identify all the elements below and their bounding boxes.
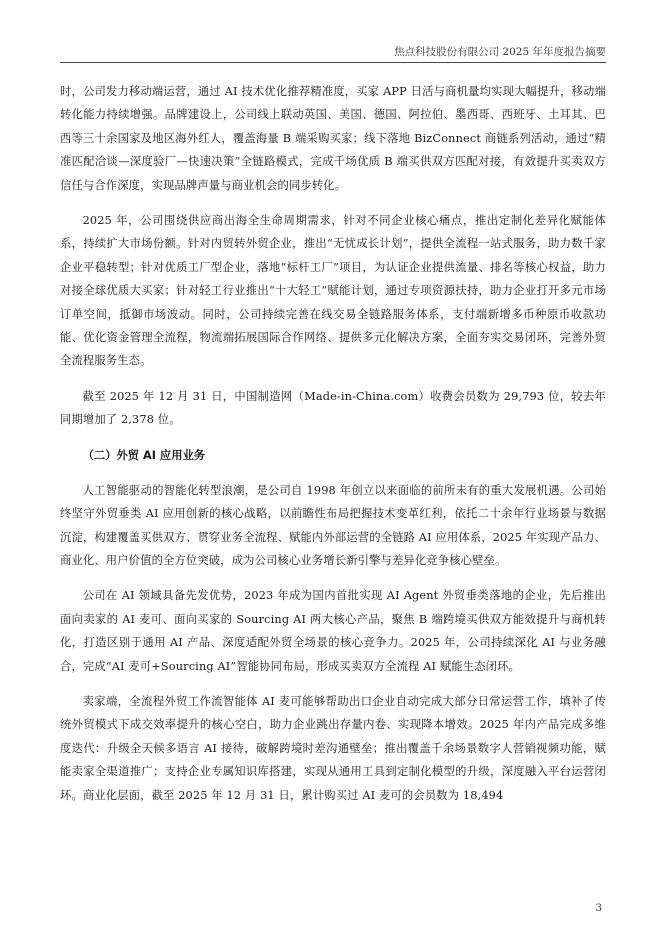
paragraph-supplier-empowerment: 2025 年，公司围绕供应商出海全生命周期需求，针对不同企业核心痛点，推出定制化差异化赋能体系，持续扩大市场份额。针对内贸转外贸企业，推出“无忧成长计划”，提供全流程一站式服务，助力数千家企业平稳转型；针对优质工厂型企业，落地“标杆工厂”项目，为认证企业提供流量、排名等核心权益，助力对接全球优质大买家；针对轻工行业推出“十大轻工”赋能计划，通过专项资源扶持，助力企业打开多元市场订单空间，抵御市场波动。同时，公司持续完善在线交易全链路服务体系，支付端新增多币种原币收款功能、优化资金管理全流程，物流端拓展国际合作网络、提供多元化解决方案，全面夯实交易闭环，完善外贸全流程服务生态。 [60, 214, 606, 368]
header-divider [60, 62, 606, 63]
paragraph-continued: 时，公司发力移动端运营，通过 AI 技术优化推荐精准度，买家 APP 日活与商机量均实现大幅提升，移动端转化能力持续增强。品牌建设上，公司线上联动英国、美国、德国、阿拉伯、墨西哥、西班牙、土耳其、巴西等三十余国家及地区海外红人，覆盖海量 B 端采购买家；线下落地 BizConnect 商链系列活动，通过“精准匹配洽谈—深度验厂—快速决策”全链路模式，完成千场优质 B 端买供双方匹配对接，有效提升买卖双方信任与合作深度，实现品牌声量与商业机会的同步转化。 [60, 85, 606, 192]
page-number: 3 [595, 903, 602, 914]
page-header: 焦点科技股份有限公司 2025 年年度报告摘要 [394, 46, 606, 58]
paragraph-member-count: 截至 2025 年 12 月 31 日，中国制造网（Made-in-China.com）收费会员数为 29,793 位，较去年同期增加了 2,378 位。 [60, 389, 606, 427]
document-body [60, 80, 606, 819]
paragraph-seller-side: 卖家端，全流程外贸工作流智能体 AI 麦可能够帮助出口企业自动完成大部分日常运营工作，填补了传统外贸模式下成交效率提升的核心空白，助力企业跳出存量内卷、实现降本增效。2025 年内产品完成多维度迭代：升级全天候多语言 AI 接待，破解跨境时差沟通壁垒；推出覆盖千余场景数字人营销视频功能，赋能卖家全渠道推广；支持企业专属知识库搭建，实现从通用工具到定制化模型的升级，深度融入平台运营闭环。商业化层面，截至 2025 年 12 月 31 日，累计购买过 AI 麦可的会员数为 18,494 [60, 694, 606, 802]
section-heading: （二）外贸 AI 应用业务 [82, 448, 206, 462]
paragraph-ai-strategy: 人工智能驱动的智能化转型浪潮，是公司自 1998 年创立以来面临的前所未有的重大发展机遇。公司始终坚守外贸垂类 AI 应用创新的核心战略，以前瞻性布局把握技术变革红利，依托二十余年行业场景与数据沉淀，构建覆盖买供双方、贯穿业务全流程、赋能内外部运营的全链路 AI 应用体系，2025 年实现产品力、商业化、用户价值的全方位突破，成为公司核心业务增长新引擎与差异化竞争核心壁垒。 [60, 483, 606, 567]
paragraph-ai-advantage: 公司在 AI 领域具备先发优势，2023 年成为国内首批实现 AI Agent 外贸垂类落地的企业，先后推出面向卖家的 AI 麦可、面向买家的 Sourcing AI 两大核心产品，聚焦 B 端跨境买供双方能效提升与商机转化，打造区别于通用 AI 产品、深度适配外贸全场景的核心竞争力。2025 年，公司持续深化 AI 与业务融合，完成“AI 麦可+Sourcing AI”智能协同布局，形成买卖双方全流程 AI 赋能生态闭环。 [60, 589, 606, 673]
